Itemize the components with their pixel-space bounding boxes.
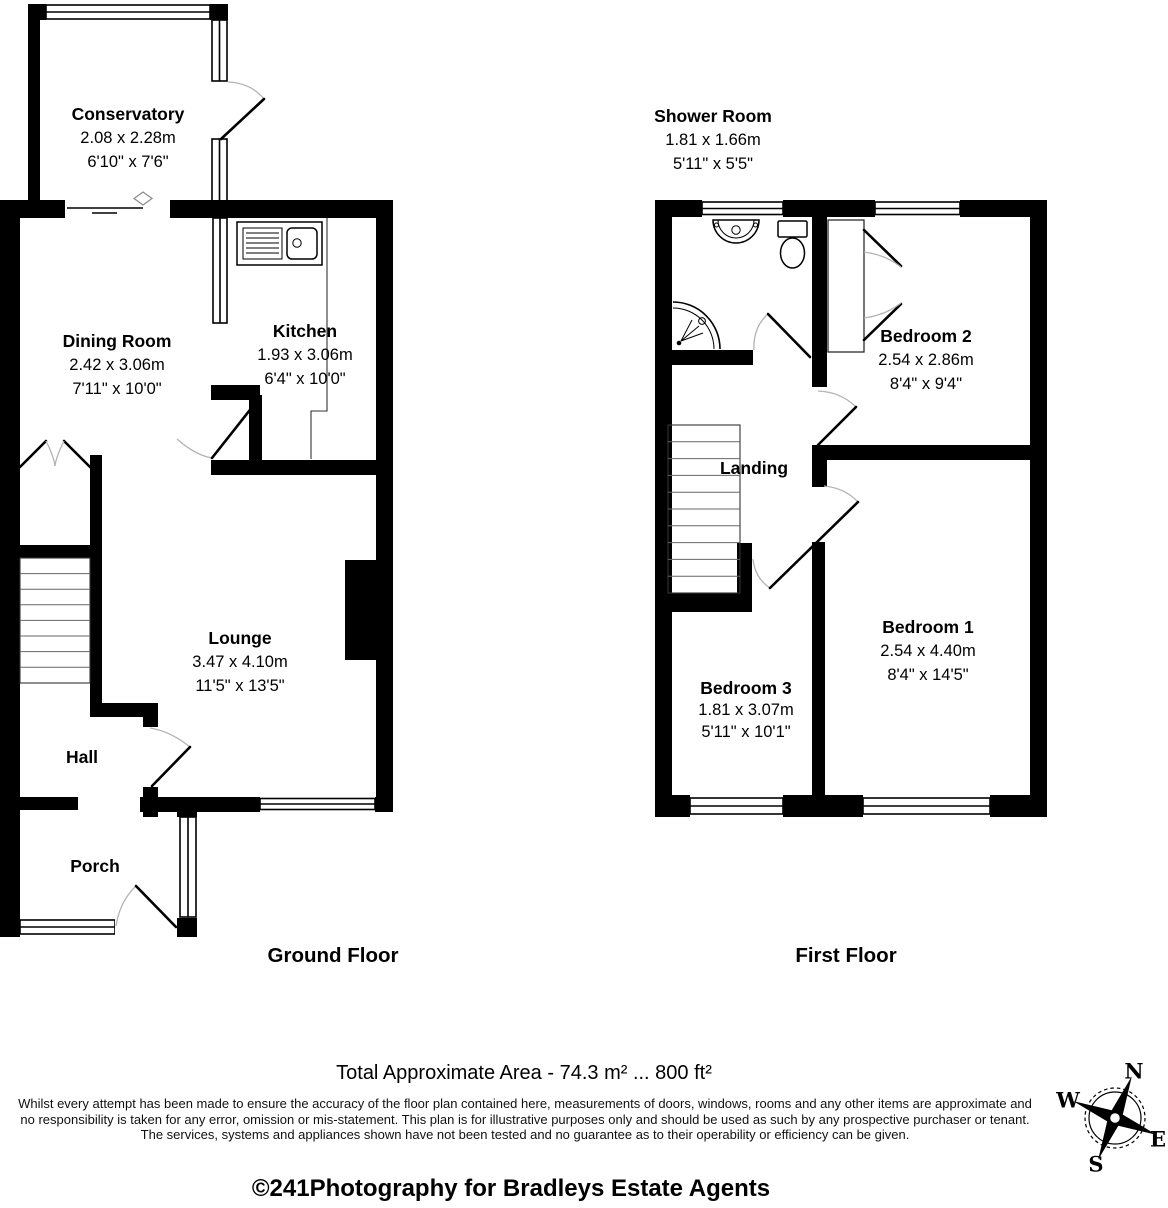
- door-arc-kitchen: [177, 439, 212, 458]
- door-arc-bedroom2: [818, 391, 856, 407]
- compass-rose: [1056, 1059, 1168, 1176]
- door-arc-bedroom1: [824, 486, 858, 502]
- copyright-text: ©241Photography for Bradleys Estate Agents: [251, 1175, 771, 1202]
- room-label-bedroom2: Bedroom 2 2.54 x 2.86m 8'4" x 9'4": [878, 326, 974, 393]
- ground-floor-plan: [0, 4, 393, 938]
- room-label-bedroom1: Bedroom 1 2.54 x 4.40m 8'4" x 14'5": [880, 617, 976, 684]
- first-floor-stairs: [668, 425, 740, 593]
- door-shower: [768, 314, 810, 357]
- door-bedroom2: [818, 407, 856, 445]
- door-arc-conservatory: [228, 82, 264, 99]
- ground-floor-stairs: [20, 558, 90, 683]
- door-hall-lounge: [152, 747, 190, 786]
- room-label-hall: Hall: [65, 747, 99, 767]
- total-area-text: Total Approximate Area - 74.3 m² ... 800 ft²: [336, 1062, 712, 1084]
- door-arc-hall-lounge: [150, 728, 190, 747]
- kitchen-sink: [237, 222, 322, 265]
- chimney-breast: [345, 560, 393, 660]
- room-label-lounge: Lounge 3.47 x 4.10m 11'5" x 13'5": [192, 628, 288, 695]
- toilet: [778, 221, 807, 268]
- compass-south-label: S: [1088, 1151, 1104, 1177]
- shower-room-fixtures: [673, 220, 807, 349]
- sliding-door-conservatory: [67, 192, 152, 213]
- room-label-kitchen: Kitchen 1.93 x 3.06m 6'4" x 10'0": [257, 321, 353, 388]
- room-label-conservatory: Conservatory 2.08 x 2.28m 6'10" x 7'6": [71, 104, 185, 171]
- cupboard-double-doors: [20, 441, 90, 467]
- first-floor-title: First Floor: [795, 944, 897, 967]
- shower-enclosure: [673, 302, 720, 349]
- compass-west-label: W: [1056, 1087, 1080, 1113]
- room-label-porch: Porch: [70, 856, 120, 876]
- room-label-bedroom3: Bedroom 3 1.81 x 3.07m 5'11" x 10'1": [698, 678, 794, 741]
- disclaimer-text: Whilst every attempt has been made to ensure the accuracy of the floor plan contained here, measurements of doors, windows, rooms and any other items are approximate and no responsibility is taken for any error, omission or mis-statement. This plan is for illustrative purposes only and should be used as such by any prospective purchaser or tenant. The services, systems and appliances shown have not been tested and no guarantee as to their operability or efficiency can be given.: [18, 1096, 1032, 1142]
- room-label-shower-room: Shower Room 1.81 x 1.66m 5'11" x 5'5": [654, 106, 772, 173]
- room-label-landing: Landing: [719, 458, 789, 478]
- compass-north-label: N: [1124, 1058, 1144, 1084]
- ground-floor-title: Ground Floor: [267, 944, 399, 967]
- basin: [713, 220, 759, 243]
- compass-east-label: E: [1149, 1126, 1167, 1152]
- door-conservatory: [221, 99, 264, 139]
- door-arc-shower: [754, 314, 768, 350]
- room-label-dining-room: Dining Room 2.42 x 3.06m 7'11" x 10'0": [62, 331, 172, 398]
